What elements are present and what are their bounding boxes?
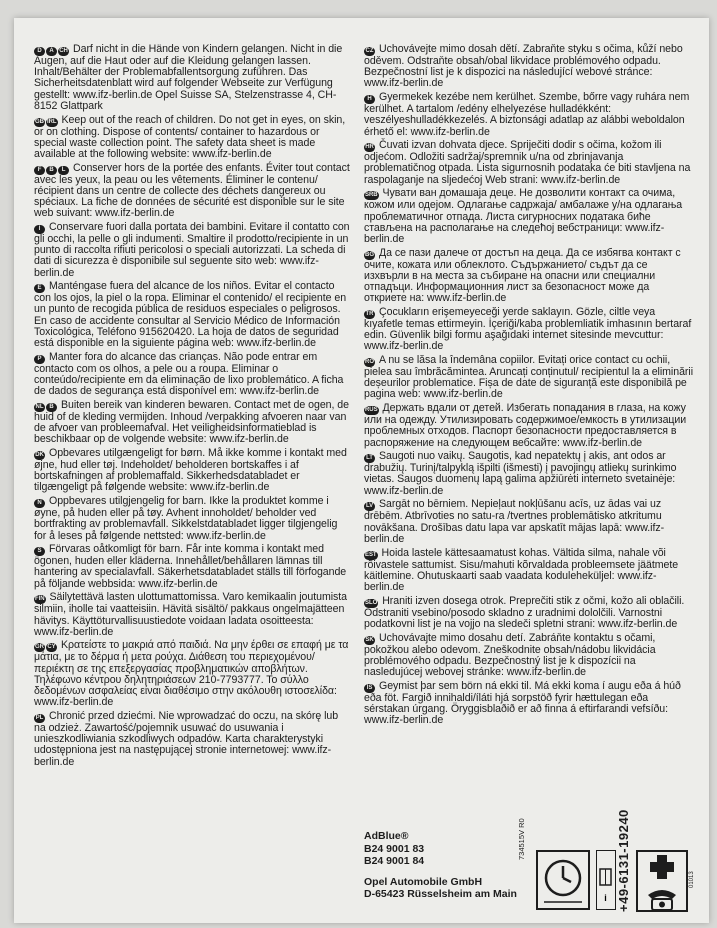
country-code-badge: LT xyxy=(364,454,375,463)
warning-text: Manténgase fuera del alcance de los niños. Evitar el contacto con los ojos, la piel o la ropa. Eliminar el contenido/ el recipiente en un punto de recogida pública de residuos especiales o peligrosos. En caso de accidente consultar al Servicio Médico de Información Toxicológica, Teléfono 915620420. La hoja de datos de seguridad está disponible en la siguiente página web: www.ifz-berlin.de xyxy=(34,280,347,350)
country-codes xyxy=(364,354,376,366)
country-code-badge: CZ xyxy=(365,48,374,54)
warning-paragraph xyxy=(34,496,351,542)
country-code-badge: LV xyxy=(365,503,374,510)
warning-paragraph xyxy=(364,548,694,594)
small-code: 01013 xyxy=(689,871,695,888)
country-code-badge: GB xyxy=(35,118,44,125)
country-codes xyxy=(34,447,46,459)
country-codes xyxy=(364,498,376,510)
part-number: B24 9001 83 xyxy=(364,842,425,855)
left-column xyxy=(34,44,351,770)
phone-icon xyxy=(638,887,686,913)
country-codes xyxy=(34,639,58,651)
warning-text: Geymist þar sem börn ná ekki til. Má ekki koma í augu eða á húð eða föt. Fargið innihaldi/íláti hjá sorpstöð fyrir hættulegan eða sérstakan úrgang. Öryggisblaðið er að finna á eftirfarandi vefsíðu: www.ifz-berlin.de xyxy=(364,679,681,727)
warning-text: Uchovávejte mimo dosah dětí. Zabraňte styku s očima, kůží nebo oděvem. Odstraňte obsah/obal likvidace problémového odpadu. Bezpečnostní list je k dispozici na následující webové stránce: www.ifz-berlin.de xyxy=(364,43,683,90)
warning-paragraph xyxy=(364,92,694,138)
country-code-badge: SK xyxy=(365,636,374,643)
country-code-badge: GR xyxy=(35,644,44,651)
country-code-badge: EST xyxy=(365,551,377,558)
warning-paragraph xyxy=(364,355,694,401)
country-code-badge: TR xyxy=(365,310,374,317)
warning-text: Чувати ван домашаја деце. Не дозволити контакт са очима, кожом или одејом. Одлагање садржаја/ амбалаже у/на одлагања проблематичног отпада. Листа сигурносних података биће стављена на располагање на следећој вебстраници: www.ifz-berlin.de xyxy=(364,187,683,245)
label-code: 734515V R0 xyxy=(517,818,526,860)
warning-paragraph xyxy=(364,188,694,245)
warning-text: Opbevares utilgængeligt for børn. Må ikke komme i kontakt med øjne, hud eller tøj. Indeholdet/ beholderen bortskaffes i af bortskafningen af problemaffald. Sikkerhedsdatabladet er tilgængeligt på følgende website: www.ifz-berlin.de xyxy=(34,446,347,494)
product-name: AdBlue® xyxy=(364,830,409,842)
warning-paragraph xyxy=(34,352,351,398)
country-codes xyxy=(34,710,46,722)
warning-text: Gyermekek kezébe nem kerülhet. Szembe, bőrre vagy ruhára nem kerülhet. A tartalom /edény elhelyezése hulladékként: veszélyeshulladékkezelés. A biztonsági adatlap az alábbi weboldalon érhető el: www.ifz-berlin.de xyxy=(364,91,690,138)
country-code-badge: L xyxy=(58,166,69,175)
country-codes xyxy=(34,221,46,233)
country-codes xyxy=(364,450,376,462)
company-name: Opel Automobile GmbH xyxy=(364,875,483,888)
warning-text: Manter fora do alcance das crianças. Não pode entrar em contacto com os olhos, a pele ou a roupa. Eliminar o conteúdo/recipiente em da eliminação de lixo problemático. A ficha de dados de segurança está disponível em: www.ifz-berlin.de xyxy=(34,350,344,398)
country-code-badge: N xyxy=(34,499,45,508)
warning-paragraph xyxy=(364,451,694,497)
country-code-badge: DK xyxy=(35,451,44,458)
warning-text: Hraniti izven dosega otrok. Preprečiti stik z očmi, kožo ali oblačili. Odstraniti vsebino/posodo skladno z uradnimi dololčili. Varnostni podatkovni list je na vojjo na sledeči spletni strani: www.ifz-berlin.de xyxy=(364,594,685,630)
svg-text:i: i xyxy=(604,893,607,903)
emergency-box xyxy=(636,850,688,912)
label-footer xyxy=(364,809,695,920)
warning-text: Säilytettävä lasten ulottumattomissa. Varo kemikaalin joutumista silmiin, iholle tai vaatteisiin. Hävitä sisältö/ pakkaus ongelmajätteen hävitys. Käyttöturvallisuustiedote voidaan ladata osoitteesta: www.ifz-berlin.de xyxy=(34,591,348,638)
warning-text: Saugoti nuo vaikų. Saugotis, kad nepatektų į akis, ant odos ar drabužių. Turinį/talpyklą išpilti (išmesti) į pavojingų atliekų surinkimo vietas. Saugos duomenų lapą galima apžiūrėti interneto svetainėje: www.ifz-berlin.de xyxy=(364,450,677,497)
country-codes xyxy=(34,399,58,411)
country-codes xyxy=(34,162,70,174)
label-sheet xyxy=(14,18,709,923)
country-codes xyxy=(364,595,379,607)
warning-paragraph xyxy=(34,44,351,112)
country-codes xyxy=(34,543,46,555)
emergency-phone: +49-6131-19240 xyxy=(616,809,631,912)
country-codes xyxy=(364,306,376,318)
country-codes xyxy=(364,247,376,259)
warning-text: Hoida lastele kättesaamatust kohas. Vältida silma, nahale või rõivastele sattumist. Sisu/mahuti kõrvaldada probleemsete jäätmete käitlemine. Ohutuskaarti saab vaadata koduleheküljel: www.ifz-berlin.de xyxy=(364,546,679,593)
manual-box xyxy=(596,850,616,910)
country-code-badge: I xyxy=(34,225,45,234)
company-address: D-65423 Rüsselsheim am Main xyxy=(364,888,517,900)
warning-paragraph xyxy=(364,248,694,305)
country-code-badge: CH xyxy=(59,48,68,54)
shelf-life-box xyxy=(536,850,590,910)
country-codes xyxy=(364,43,376,55)
warning-paragraph xyxy=(364,140,694,186)
country-code-badge: B xyxy=(46,166,57,175)
country-code-badge: IS xyxy=(364,684,375,693)
warning-text: Çocukların erişemeyeceği yerde saklayın. Gözle, ciltle veya kıyafetle temas ettirmeyin. İçeriği/kaba problemliatik imhasının bertaraf edin. Güvenlik bilgi formu aşağıdaki internet sitesinde mevcuttur: www.ifz-berlin.de xyxy=(364,305,692,353)
warning-paragraph xyxy=(364,44,694,90)
warning-paragraph xyxy=(364,633,694,679)
country-code-badge: SLO xyxy=(365,599,378,606)
warning-paragraph xyxy=(34,400,351,446)
warning-text: Oppbevares utilgjengelig for barn. Ikke la produktet komme i øyne, på huden eller på tøy. Avhent innoholdet/ beholder ved bortfrakting av problemavfall. Sikkelstdatabladet ligger tilgjengelig for å leses på følgende nettsted: www.ifz-berlin.de xyxy=(34,495,338,542)
country-code-badge: NL xyxy=(35,403,44,410)
country-codes xyxy=(364,402,380,414)
warning-text: Förvaras oåtkomligt för barn. Får inte komma i kontakt med ögonen, huden eller kläderna. Innehållet/behållaren lämnas till hantering av specialavfall. Säkerhetsdatabladet ställs till förfogande på följande webbsida: www.ifz-berlin.de xyxy=(34,543,347,590)
country-code-badge: PL xyxy=(35,714,44,721)
country-codes xyxy=(364,632,376,644)
warning-paragraph xyxy=(34,640,351,708)
warning-text: Keep out of the reach of children. Do not get in eyes, on skin, or on clothing. Dispose of contents/ container to hazardous or special waste collection point. The safety data sheet is made available at the following website: www.ifz-berlin.de xyxy=(34,113,346,160)
warning-paragraph xyxy=(34,281,351,349)
country-codes xyxy=(364,187,380,199)
warning-paragraph xyxy=(34,711,351,768)
country-code-badge: P xyxy=(34,355,45,364)
warning-text: Sargāt no bērniem. Nepieļaut nokļūšanu acīs, uz ādas vai uz drēbēm. Atbrīvoties no satu-ra /tvertnes problemātisko atkritumu novākšana. Drošības datu lapa var apskatīt mājas lapā: www.ifz-berlin.de xyxy=(364,498,665,545)
warning-text: A nu se lăsa la îndemâna copiilor. Evitați orice contact cu ochii, pielea sau îmbrăcămintea. Aruncați conținutul/ recipientul la a eliminării deșeurilor problematice. Fișa de date de siguranță este disponibilă pe pagina web: www.ifz-berlin.de xyxy=(364,354,694,401)
warning-paragraph xyxy=(34,115,351,161)
part-number: B24 9001 84 xyxy=(364,855,425,867)
warning-text: Buiten bereik van kinderen bewaren. Contact met de ogen, de huid of de kleding vermijden. Inhoud /verpakking afvoeren naar van de afvoer van probleemafval. Het veiligheidsinformatieblad is beschikbaar op de volgende website: www.ifz-berlin.de xyxy=(34,398,349,446)
country-codes xyxy=(364,139,376,151)
warning-paragraph xyxy=(364,499,694,545)
country-code-badge: D xyxy=(34,47,45,56)
warning-text: Darf nicht in die Hände von Kindern gelangen. Nicht in die Augen, auf die Haut oder auf die Kleidung gelangen lassen. Inhalt/Behälter der Problemabfallentsorgung zuführen. Das Sicherheitsdatenblatt wird auf folgender Webseite zur Verfügung gestellt: www.ifz-berlin.de Opel Suisse SA, Stelzenstrasse 4, CH-8152 Glattpark xyxy=(34,43,343,112)
country-code-badge: S xyxy=(34,547,45,556)
country-codes xyxy=(364,91,376,103)
country-code-badge: A xyxy=(46,47,57,56)
warning-text: Да се пази далече от достъп на деца. Да се избягва контакт с очите, кожата или облеклото. Съдържанието/ съдът да се изхвърли в на места за събиране на опасни или специални отпадъци. Информационния лист за безопасност може да откриете на: www.ifz-berlin.de xyxy=(364,246,681,305)
right-column xyxy=(364,44,694,729)
warning-paragraph xyxy=(34,222,351,279)
warning-paragraph xyxy=(34,448,351,494)
warning-text: Conserver hors de la portée des enfants. Éviter tout contact avec les yeux, la peau ou les vêtements. Éliminer le contenu/ récipient dans un centre de collecte des déchets dangereux ou spéciaux. La fiche de données de sécurité est disponible sur le site web suivant: www.ifz-berlin.de xyxy=(34,161,350,220)
country-code-badge: FIN xyxy=(35,596,45,603)
warning-paragraph xyxy=(364,681,694,727)
cross-icon xyxy=(638,852,686,882)
country-code-badge: SRB xyxy=(365,192,378,199)
warning-text: Держать вдали от детей. Избегать попадания в глаза, на кожу или на одежду. Утилизировать содержимое/емкость в утилизации проблемных отходов. Паспорт безопасности предоставляется в распоряжение на следующем вебсайте: www.ifz-berlin.de xyxy=(364,402,687,449)
brand-block xyxy=(364,830,524,901)
country-codes xyxy=(34,280,46,292)
warning-paragraph xyxy=(34,592,351,638)
warning-text: Κρατείστε το μακριά από παιδιά. Να μην έρθει σε επαφή με τα μάτια, με το δέρμα ή μετα ρούχα. Διάθεση του περιεχομένου/περιέκτη σε της επεξεργασίας προβληματικών αποβλήτων. Τηλέφωνο κέντρου δηλητηριάσεων 210-7793777. Το σύλλο δεδομένων ασφαλείας είναι διαθέσιμο στην ακόλουθη ιστοσελίδα: www.ifz-berlin.de xyxy=(34,639,349,709)
clock-icon xyxy=(538,852,588,908)
warning-text: Conservare fuori dalla portata dei bambini. Evitare il contatto con gli occhi, la pelle o gli indumenti. Smaltire il prodotto/recipiente in un punto di raccolta rifiuti pericolosi o speciali autorizzati. La scheda di dati di sicurezza è disponibile sul seguente sito web: www.ifz-berlin.de xyxy=(34,220,350,279)
country-code-badge: H xyxy=(364,95,375,104)
warning-paragraph xyxy=(364,403,694,449)
warning-text: Uchovávajte mimo dosahu detí. Zabráňte kontaktu s očami, pokožkou alebo odevom. Zneškodnite obsah/nádobu likvidácia problémového odpadu. Bezpečnostný list je k dispozícii na nasledujúcej webovej stránke: www.ifz-berlin.de xyxy=(364,631,656,678)
book-icon xyxy=(597,851,614,907)
country-code-badge: E xyxy=(34,284,45,293)
country-codes xyxy=(34,495,46,507)
warning-paragraph xyxy=(34,163,351,220)
country-codes xyxy=(34,114,59,126)
country-code-badge: IRL xyxy=(47,118,57,125)
country-code-badge: RO xyxy=(365,359,374,366)
country-codes xyxy=(364,680,376,692)
country-codes xyxy=(34,43,70,55)
country-code-badge: CY xyxy=(47,644,56,651)
warning-paragraph xyxy=(34,544,351,590)
country-code-badge: BG xyxy=(365,251,374,258)
country-codes xyxy=(364,547,379,559)
country-code-badge: B xyxy=(46,403,57,412)
warning-paragraph xyxy=(364,307,694,353)
country-code-badge: HR xyxy=(365,144,374,151)
country-code-badge: F xyxy=(34,166,45,175)
country-code-badge: RUS xyxy=(365,407,378,414)
warning-text: Čuvati izvan dohvata djece. Spriječiti dodir s očima, kožom ili odjećom. Odložiti sadržaj/spremnik u/na od zbrinjavanja problematičnog otpada. Lista sigurnosnih podataka će biti stavljena na raspolaganje na sljedećoj Web strani: www.ifz-berlin.de xyxy=(364,139,691,186)
warning-paragraph xyxy=(364,596,694,630)
warning-text: Chronić przed dziećmi. Nie wprowadzać do oczu, na skórę lub na odzież. Zawartość/pojemnik usuwać do usuwania i unieszkodliwiania szkodliwych odpadów. Karta charakterystyki udostępniona jest na następującej stronie internetowej: www.ifz-berlin.de xyxy=(34,709,339,768)
country-codes xyxy=(34,351,46,363)
country-codes xyxy=(34,591,47,603)
